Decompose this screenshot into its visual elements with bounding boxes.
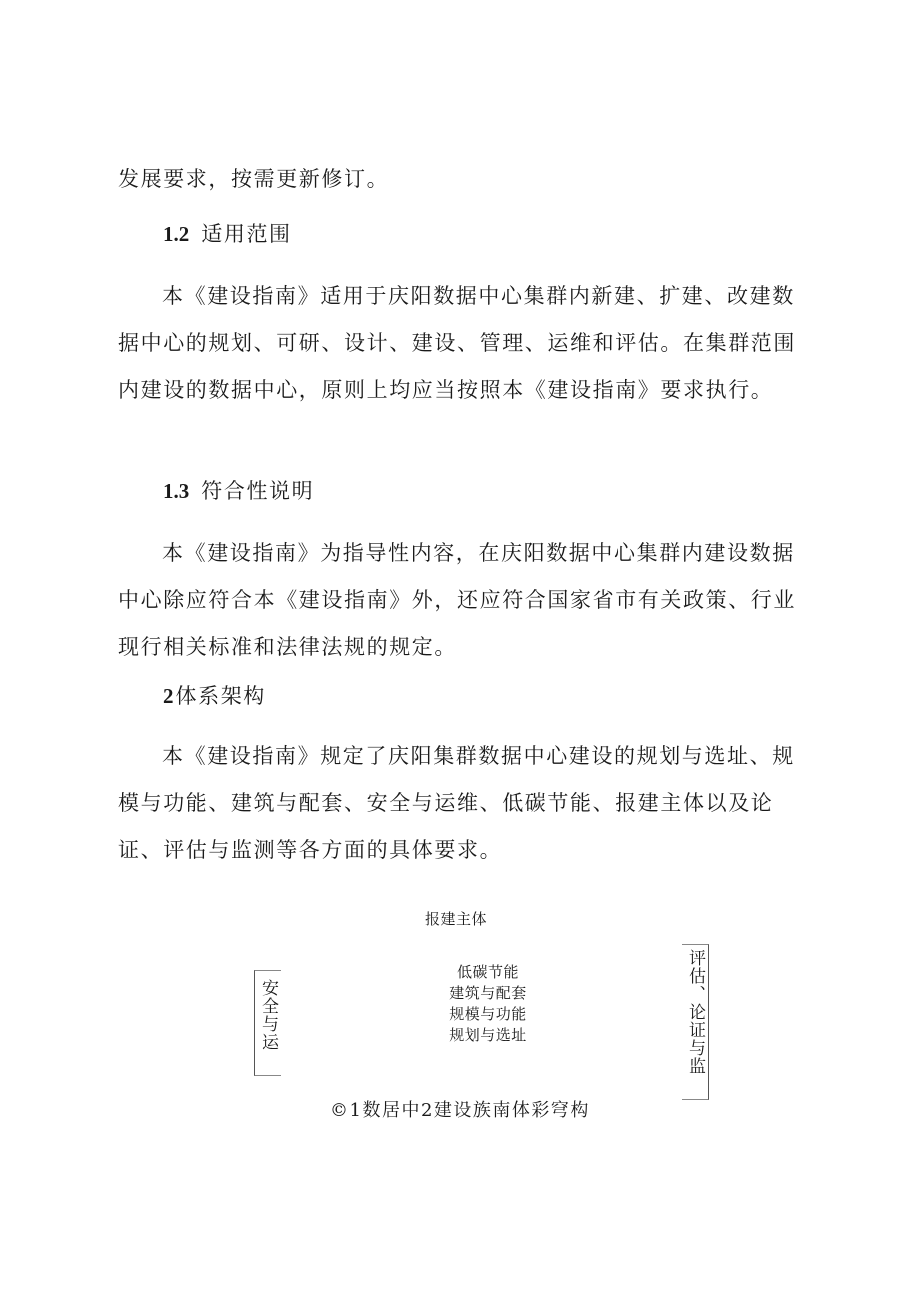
- section-1-2-paragraph: [118, 273, 798, 414]
- diagram-center-item: 建筑与配套: [449, 984, 527, 1002]
- section-number: 1.2: [163, 222, 190, 246]
- section-1-3-paragraph: [118, 530, 798, 671]
- diagram-center-item: 规划与选址: [449, 1026, 527, 1044]
- section-title: 符合性说明: [201, 479, 315, 503]
- section-number: 2: [163, 684, 174, 708]
- section-heading-1-3: [163, 475, 314, 505]
- architecture-diagram: [250, 900, 720, 1100]
- section-body: 本《建设指南》为指导性内容，在庆阳数据中心集群内建设数据中心除应符合本《建设指南》外，还应符合国家省市有关政策、行业现行相关标准和法律法规的规定。: [118, 541, 796, 659]
- section-title: 体系架构: [175, 684, 266, 708]
- section-body: 本《建设指南》规定了庆阳集群数据中心建设的规划与选址、规模与功能、建筑与配套、安全与运维、低碳节能、报建主体以及论证、评估与监测等各方面的具体要求。: [118, 744, 795, 862]
- diagram-right-bracket: [682, 944, 709, 1100]
- section-heading-2: [163, 680, 266, 710]
- figure-caption: ©1数居中2建设族南体彩穹构: [330, 1100, 590, 1121]
- intro-line: 发展要求，按需更新修订。: [118, 167, 390, 191]
- diagram-center-stack: [438, 962, 538, 1046]
- section-heading-1-2: [163, 218, 292, 248]
- diagram-left-label: 安全与运: [258, 979, 278, 1051]
- diagram-center-item: 低碳节能: [456, 963, 519, 981]
- section-body: 本《建设指南》适用于庆阳数据中心集群内新建、扩建、改建数据中心的规划、可研、设计、建设、管理、运维和评估。在集群范围内建设的数据中心，原则上均应当按照本《建设指南》要求执行。: [118, 284, 796, 402]
- diagram-center-item: 规模与功能: [449, 1005, 527, 1023]
- diagram-right-label: 评估、论证与监: [685, 949, 705, 1075]
- section-number: 1.3: [163, 479, 190, 503]
- section-2-paragraph: [118, 733, 798, 874]
- diagram-left-bracket: [254, 970, 281, 1076]
- section-title: 适用范围: [201, 222, 292, 246]
- intro-paragraph: [118, 156, 798, 203]
- diagram-top-label: 报建主体: [425, 910, 488, 928]
